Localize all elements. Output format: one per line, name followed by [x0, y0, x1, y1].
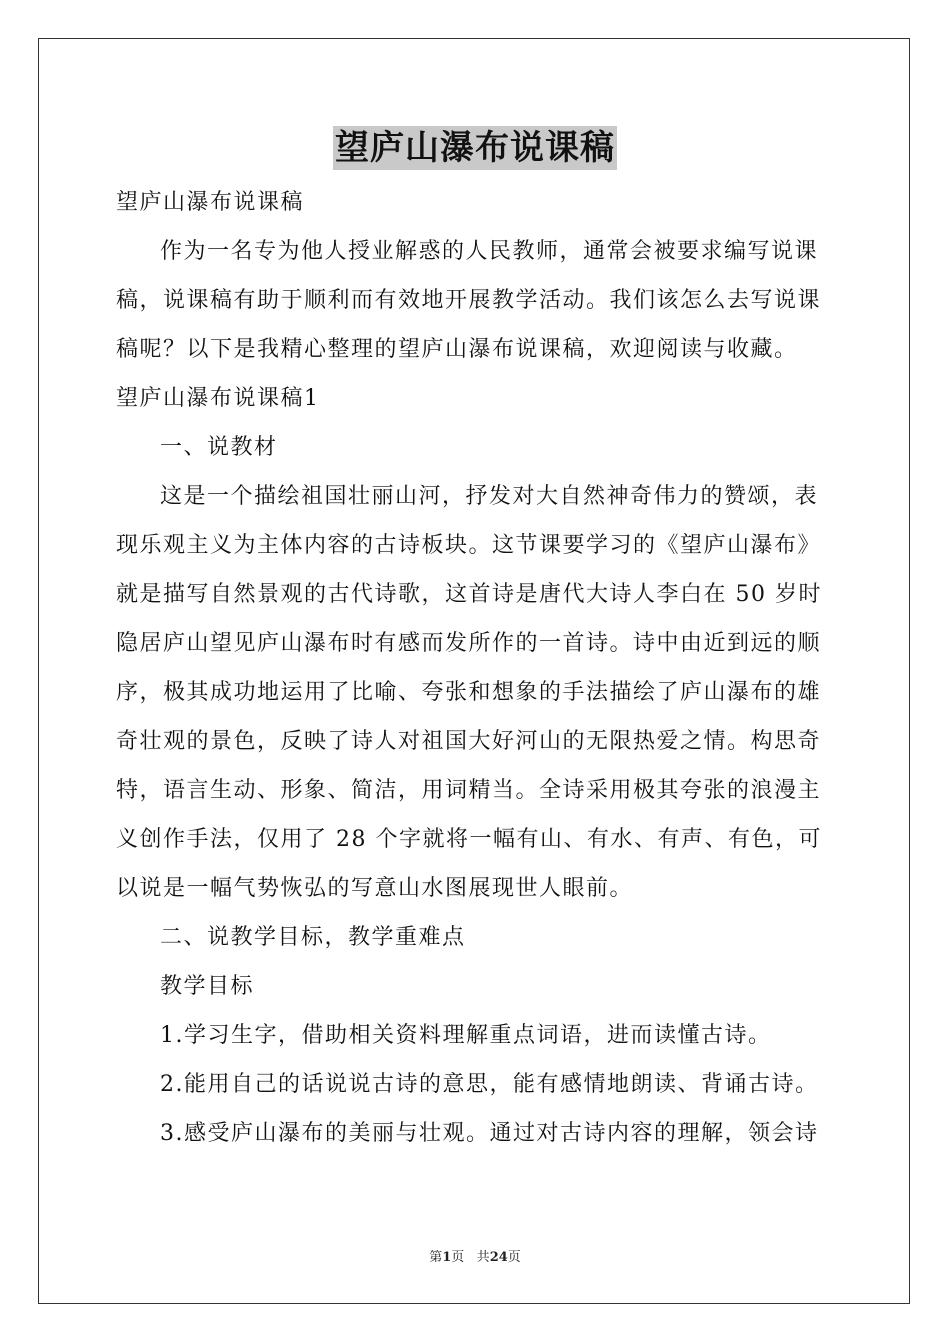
section-title: 望庐山瀑布说课稿1	[116, 386, 320, 411]
footer-page-number: 1	[442, 1250, 452, 1265]
material-line: 奇壮观的景色，反映了诗人对祖国大好河山的无限热爱之情。构思奇	[116, 729, 822, 754]
footer-prefix: 第	[429, 1250, 443, 1265]
intro-paragraph	[116, 227, 840, 276]
goal-item-3: 3.感受庐山瀑布的美丽与壮观。通过对古诗内容的理解，领会诗	[160, 1121, 819, 1146]
material-line: 序，极其成功地运用了比喻、夸张和想象的手法描绘了庐山瀑布的雄	[116, 680, 822, 705]
material-paragraph	[116, 472, 840, 521]
footer-total-pages: 24	[489, 1250, 508, 1265]
footer-total-prefix: 共	[476, 1250, 490, 1265]
subtitle: 望庐山瀑布说课稿	[116, 190, 305, 215]
goal-item-1: 1.学习生字，借助相关资料理解重点词语，进而读懂古诗。	[160, 1023, 772, 1048]
title-container	[0, 126, 950, 170]
document-title: 望庐山瀑布说课稿	[335, 128, 615, 168]
intro-line: 稿，说课稿有助于顺利而有效地开展教学活动。我们该怎么去写说课	[116, 288, 822, 313]
material-paragraph-cont	[116, 521, 840, 913]
material-line: 以说是一幅气势恢弘的写意山水图展现世人眼前。	[116, 876, 634, 901]
intro-line: 作为一名专为他人授业解惑的人民教师，通常会被要求编写说课	[160, 239, 819, 264]
page-footer	[0, 1246, 950, 1265]
intro-paragraph-cont	[116, 276, 840, 374]
heading-teaching-goals: 二、说教学目标，教学重难点	[160, 925, 466, 950]
material-line: 隐居庐山望见庐山瀑布时有感而发所作的一首诗。诗中由近到远的顺	[116, 631, 822, 656]
intro-line: 稿呢？以下是我精心整理的望庐山瀑布说课稿，欢迎阅读与收藏。	[116, 337, 798, 362]
footer-page-suffix: 页	[451, 1250, 465, 1265]
material-line: 这是一个描绘祖国壮丽山河，抒发对大自然神奇伟力的赞颂，表	[160, 484, 819, 509]
heading-teaching-material: 一、说教材	[160, 435, 278, 460]
material-line: 现乐观主义为主体内容的古诗板块。这节课要学习的《望庐山瀑布》	[116, 533, 822, 558]
material-line: 就是描写自然景观的古代诗歌，这首诗是唐代大诗人李白在 50 岁时	[116, 582, 822, 607]
goal-item-2: 2.能用自己的话说说古诗的意思，能有感情地朗读、背诵古诗。	[160, 1072, 819, 1097]
subheading-goals: 教学目标	[160, 974, 255, 999]
material-line: 特，语言生动、形象、简洁，用词精当。全诗采用极其夸张的浪漫主	[116, 778, 822, 803]
material-line: 义创作手法，仅用了 28 个字就将一幅有山、有水、有声、有色，可	[116, 827, 822, 852]
footer-total-suffix: 页	[507, 1250, 521, 1265]
document-body	[116, 178, 840, 1158]
